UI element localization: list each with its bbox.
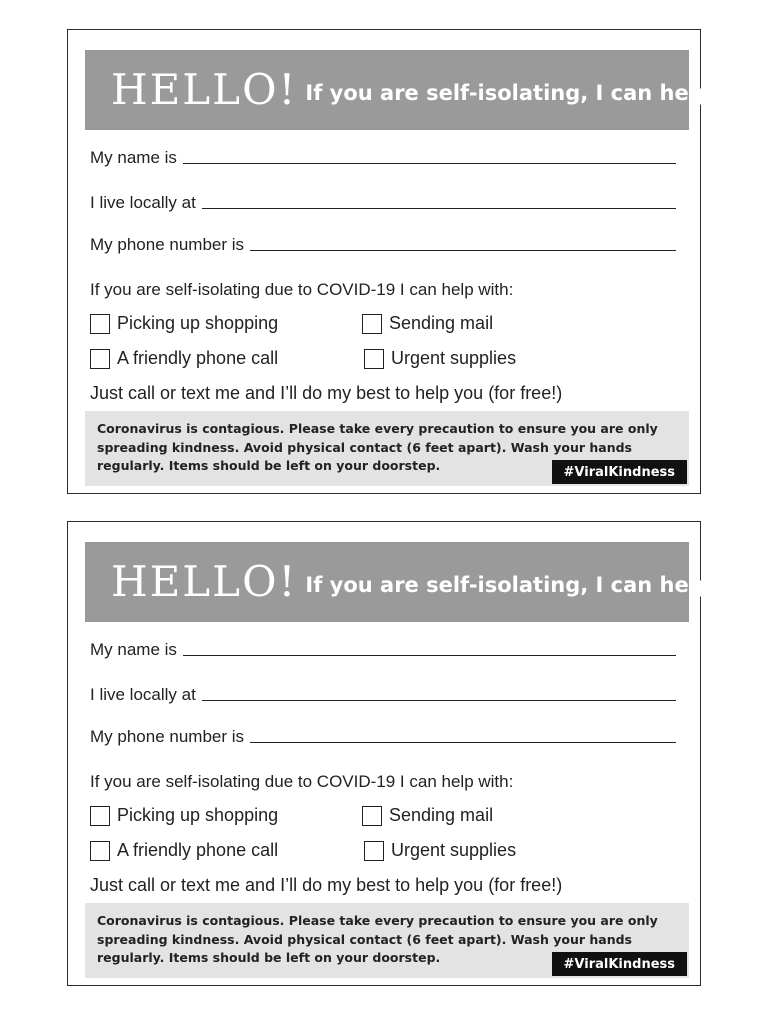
option-label: A friendly phone call <box>117 840 279 860</box>
header-banner <box>85 50 719 130</box>
option-supplies[interactable] <box>364 840 516 861</box>
tagline: If you are self-isolating, I can help. <box>305 81 719 105</box>
phone-blank-line[interactable] <box>250 249 676 251</box>
phone-field[interactable] <box>90 727 676 747</box>
name-blank-line[interactable] <box>183 162 676 164</box>
option-supplies[interactable] <box>364 348 516 369</box>
address-field[interactable] <box>90 685 676 705</box>
address-label: I live locally at <box>90 685 196 704</box>
address-field[interactable] <box>90 193 676 213</box>
call-line: Just call or text me and I’ll do my best to help you (for free!) <box>90 875 563 895</box>
hello-heading: HELLO! <box>111 65 298 114</box>
option-label: A friendly phone call <box>117 348 279 368</box>
phone-label: My phone number is <box>90 727 245 746</box>
option-shopping[interactable] <box>90 313 278 334</box>
help-card-top <box>67 29 719 494</box>
address-blank-line[interactable] <box>202 699 676 701</box>
help-intro: If you are self-isolating due to COVID-19 I can help with: <box>90 280 514 299</box>
name-label: My name is <box>90 640 177 659</box>
notice-box <box>85 903 689 978</box>
notice-text: Coronavirus is contagious. Please take every precaution to ensure you are only spreading kindness. Avoid physical contact (6 feet apart). Wash your hands regularly. Items should be left on your doorstep. <box>97 421 658 473</box>
phone-label: My phone number is <box>90 235 245 254</box>
address-blank-line[interactable] <box>202 207 676 209</box>
option-mail[interactable] <box>362 805 493 826</box>
checkbox[interactable] <box>90 349 110 369</box>
tagline: If you are self-isolating, I can help. <box>305 573 719 597</box>
notice-text: Coronavirus is contagious. Please take every precaution to ensure you are only spreading kindness. Avoid physical contact (6 feet apart). Wash your hands regularly. Items should be left on your doorstep. <box>97 913 658 965</box>
address-label: I live locally at <box>90 193 196 212</box>
checkbox[interactable] <box>362 314 382 334</box>
checkbox[interactable] <box>362 806 382 826</box>
checkbox[interactable] <box>90 314 110 334</box>
help-card-bottom <box>67 521 719 986</box>
phone-blank-line[interactable] <box>250 741 676 743</box>
option-label: Picking up shopping <box>117 805 279 825</box>
option-label: Urgent supplies <box>391 348 517 368</box>
option-phone-call[interactable] <box>90 348 278 369</box>
option-mail[interactable] <box>362 313 493 334</box>
hello-heading: HELLO! <box>111 557 298 606</box>
option-phone-call[interactable] <box>90 840 278 861</box>
option-shopping[interactable] <box>90 805 278 826</box>
hashtag-badge: #ViralKindness <box>552 460 687 484</box>
notice-box <box>85 411 689 486</box>
checkbox[interactable] <box>90 806 110 826</box>
name-field[interactable] <box>90 640 676 660</box>
phone-field[interactable] <box>90 235 676 255</box>
option-label: Sending mail <box>389 805 494 825</box>
checkbox[interactable] <box>364 841 384 861</box>
option-label: Urgent supplies <box>391 840 517 860</box>
name-blank-line[interactable] <box>183 654 676 656</box>
checkbox[interactable] <box>364 349 384 369</box>
call-line: Just call or text me and I’ll do my best to help you (for free!) <box>90 383 563 403</box>
help-intro: If you are self-isolating due to COVID-19 I can help with: <box>90 772 514 791</box>
name-field[interactable] <box>90 148 676 168</box>
name-label: My name is <box>90 148 177 167</box>
option-label: Picking up shopping <box>117 313 279 333</box>
header-banner <box>85 542 719 622</box>
hashtag-badge: #ViralKindness <box>552 952 687 976</box>
option-label: Sending mail <box>389 313 494 333</box>
checkbox[interactable] <box>90 841 110 861</box>
